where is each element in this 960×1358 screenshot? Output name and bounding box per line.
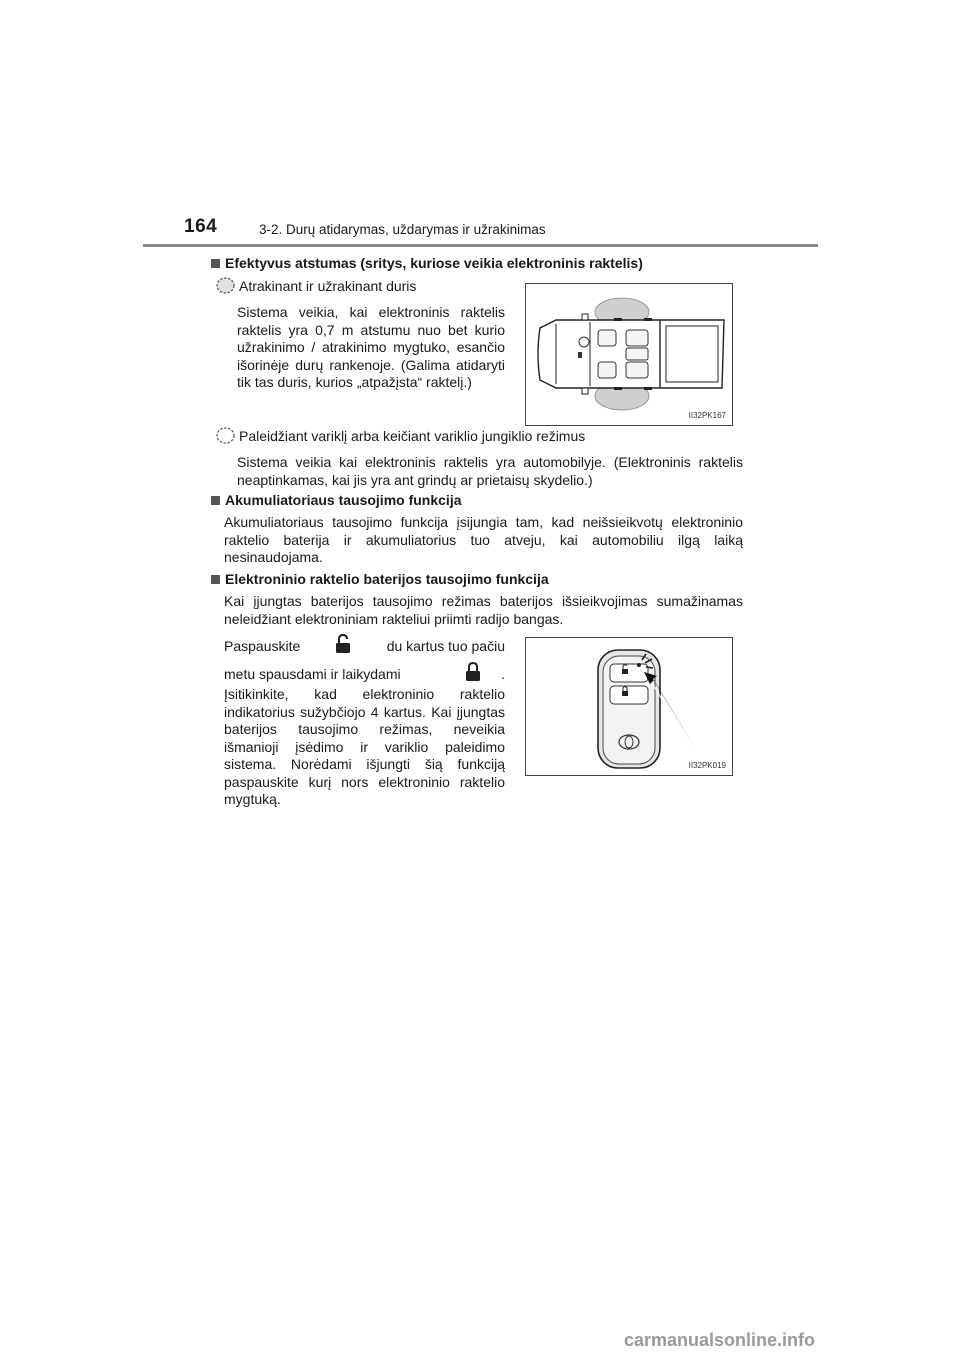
hold-text: metu spausdami ir laikydami: [224, 666, 401, 682]
doors-paragraph: Sistema veikia, kai elektroninis raktelis raktelis yra 0,7 m atstumu nuo bet kurio užrakinimo / atrakinimo mygtuko, esančio išorinėje durų rankenoje. (Galima atidaryti tik tas duris, kurios „atpažįsta“ raktelį.): [237, 304, 505, 390]
figure-code-1: II32PK167: [688, 411, 726, 420]
hold-end-text: .: [501, 666, 505, 682]
vehicle-range-figure: [525, 283, 733, 426]
electronic-key-figure: [525, 637, 733, 776]
square-bullet-icon: [211, 259, 220, 268]
square-bullet-icon: [211, 575, 220, 584]
hold-instruction-line: [224, 662, 505, 682]
header-divider: [143, 244, 818, 247]
page-number: 164: [184, 216, 218, 237]
key-battery-heading: [211, 571, 549, 587]
electronic-key-illustration: [526, 638, 732, 775]
lock-icon: [465, 662, 481, 682]
cloud-bullet-icon: [216, 277, 235, 294]
engine-paragraph: Sistema veikia kai elektroninis raktelis yra automobilyje. (Elektroninis raktelis neaptinkamas, kai jis yra ant grindų ar prietaisų skydelio.): [237, 454, 743, 488]
range-heading: [211, 255, 643, 271]
battery-saving-paragraph: Akumuliatoriaus tausojimo funkcija įsijungia tam, kad neišsieikvotų elektroninio raktelio baterija ir akumuliatorius tuo atveju, kai automobiliu ilgą laiką nesinaudojama.: [224, 514, 743, 565]
section-title: 3-2. Durų atidarymas, uždarymas ir užrakinimas: [259, 222, 546, 237]
press-after-text: du kartus tuo pačiu: [386, 638, 505, 654]
key-battery-heading-text: Elektroninio raktelio baterijos tausojimo funkcija: [225, 571, 549, 587]
key-battery-paragraph: Kai įjungtas baterijos tausojimo režimas baterijos išsieikvojimas sumažinamas neleidžiant elektroniniam rakteliui priimti radijo bangas.: [224, 593, 743, 627]
battery-saving-heading-text: Akumuliatoriaus tausojimo funkcija: [225, 492, 462, 508]
sub-heading-engine: [216, 427, 585, 444]
sub-heading-engine-text: Paleidžiant variklį arba keičiant variklio jungiklio režimus: [239, 427, 586, 444]
unlock-icon: [335, 634, 351, 654]
vehicle-top-view-illustration: [526, 284, 732, 425]
press-instruction-line: [224, 634, 505, 654]
square-bullet-icon: [211, 496, 220, 505]
battery-saving-heading: [211, 492, 462, 508]
watermark: carmanualsonline.info: [624, 1330, 816, 1350]
figure-code-2: II32PK019: [688, 761, 726, 770]
sub-heading-doors: [216, 277, 416, 294]
press-before-text: Paspauskite: [224, 638, 301, 654]
key-battery-rest-paragraph: Įsitikinkite, kad elektroninio raktelio indikatorius sužybčiojo 4 kartus. Kai įjungtas baterijos tausojimo režimas, neveikia išmanioji įsėdimo ir variklio paleidimo sistema. Norėdami išjungti šią funkciją paspauskite kurį nors elektroninio raktelio mygtuką.: [224, 686, 505, 807]
sub-heading-doors-text: Atrakinant ir užrakinant duris: [239, 277, 417, 294]
cloud-bullet-icon: [216, 427, 235, 444]
range-heading-text: Efektyvus atstumas (sritys, kuriose veikia elektroninis raktelis): [225, 255, 643, 271]
